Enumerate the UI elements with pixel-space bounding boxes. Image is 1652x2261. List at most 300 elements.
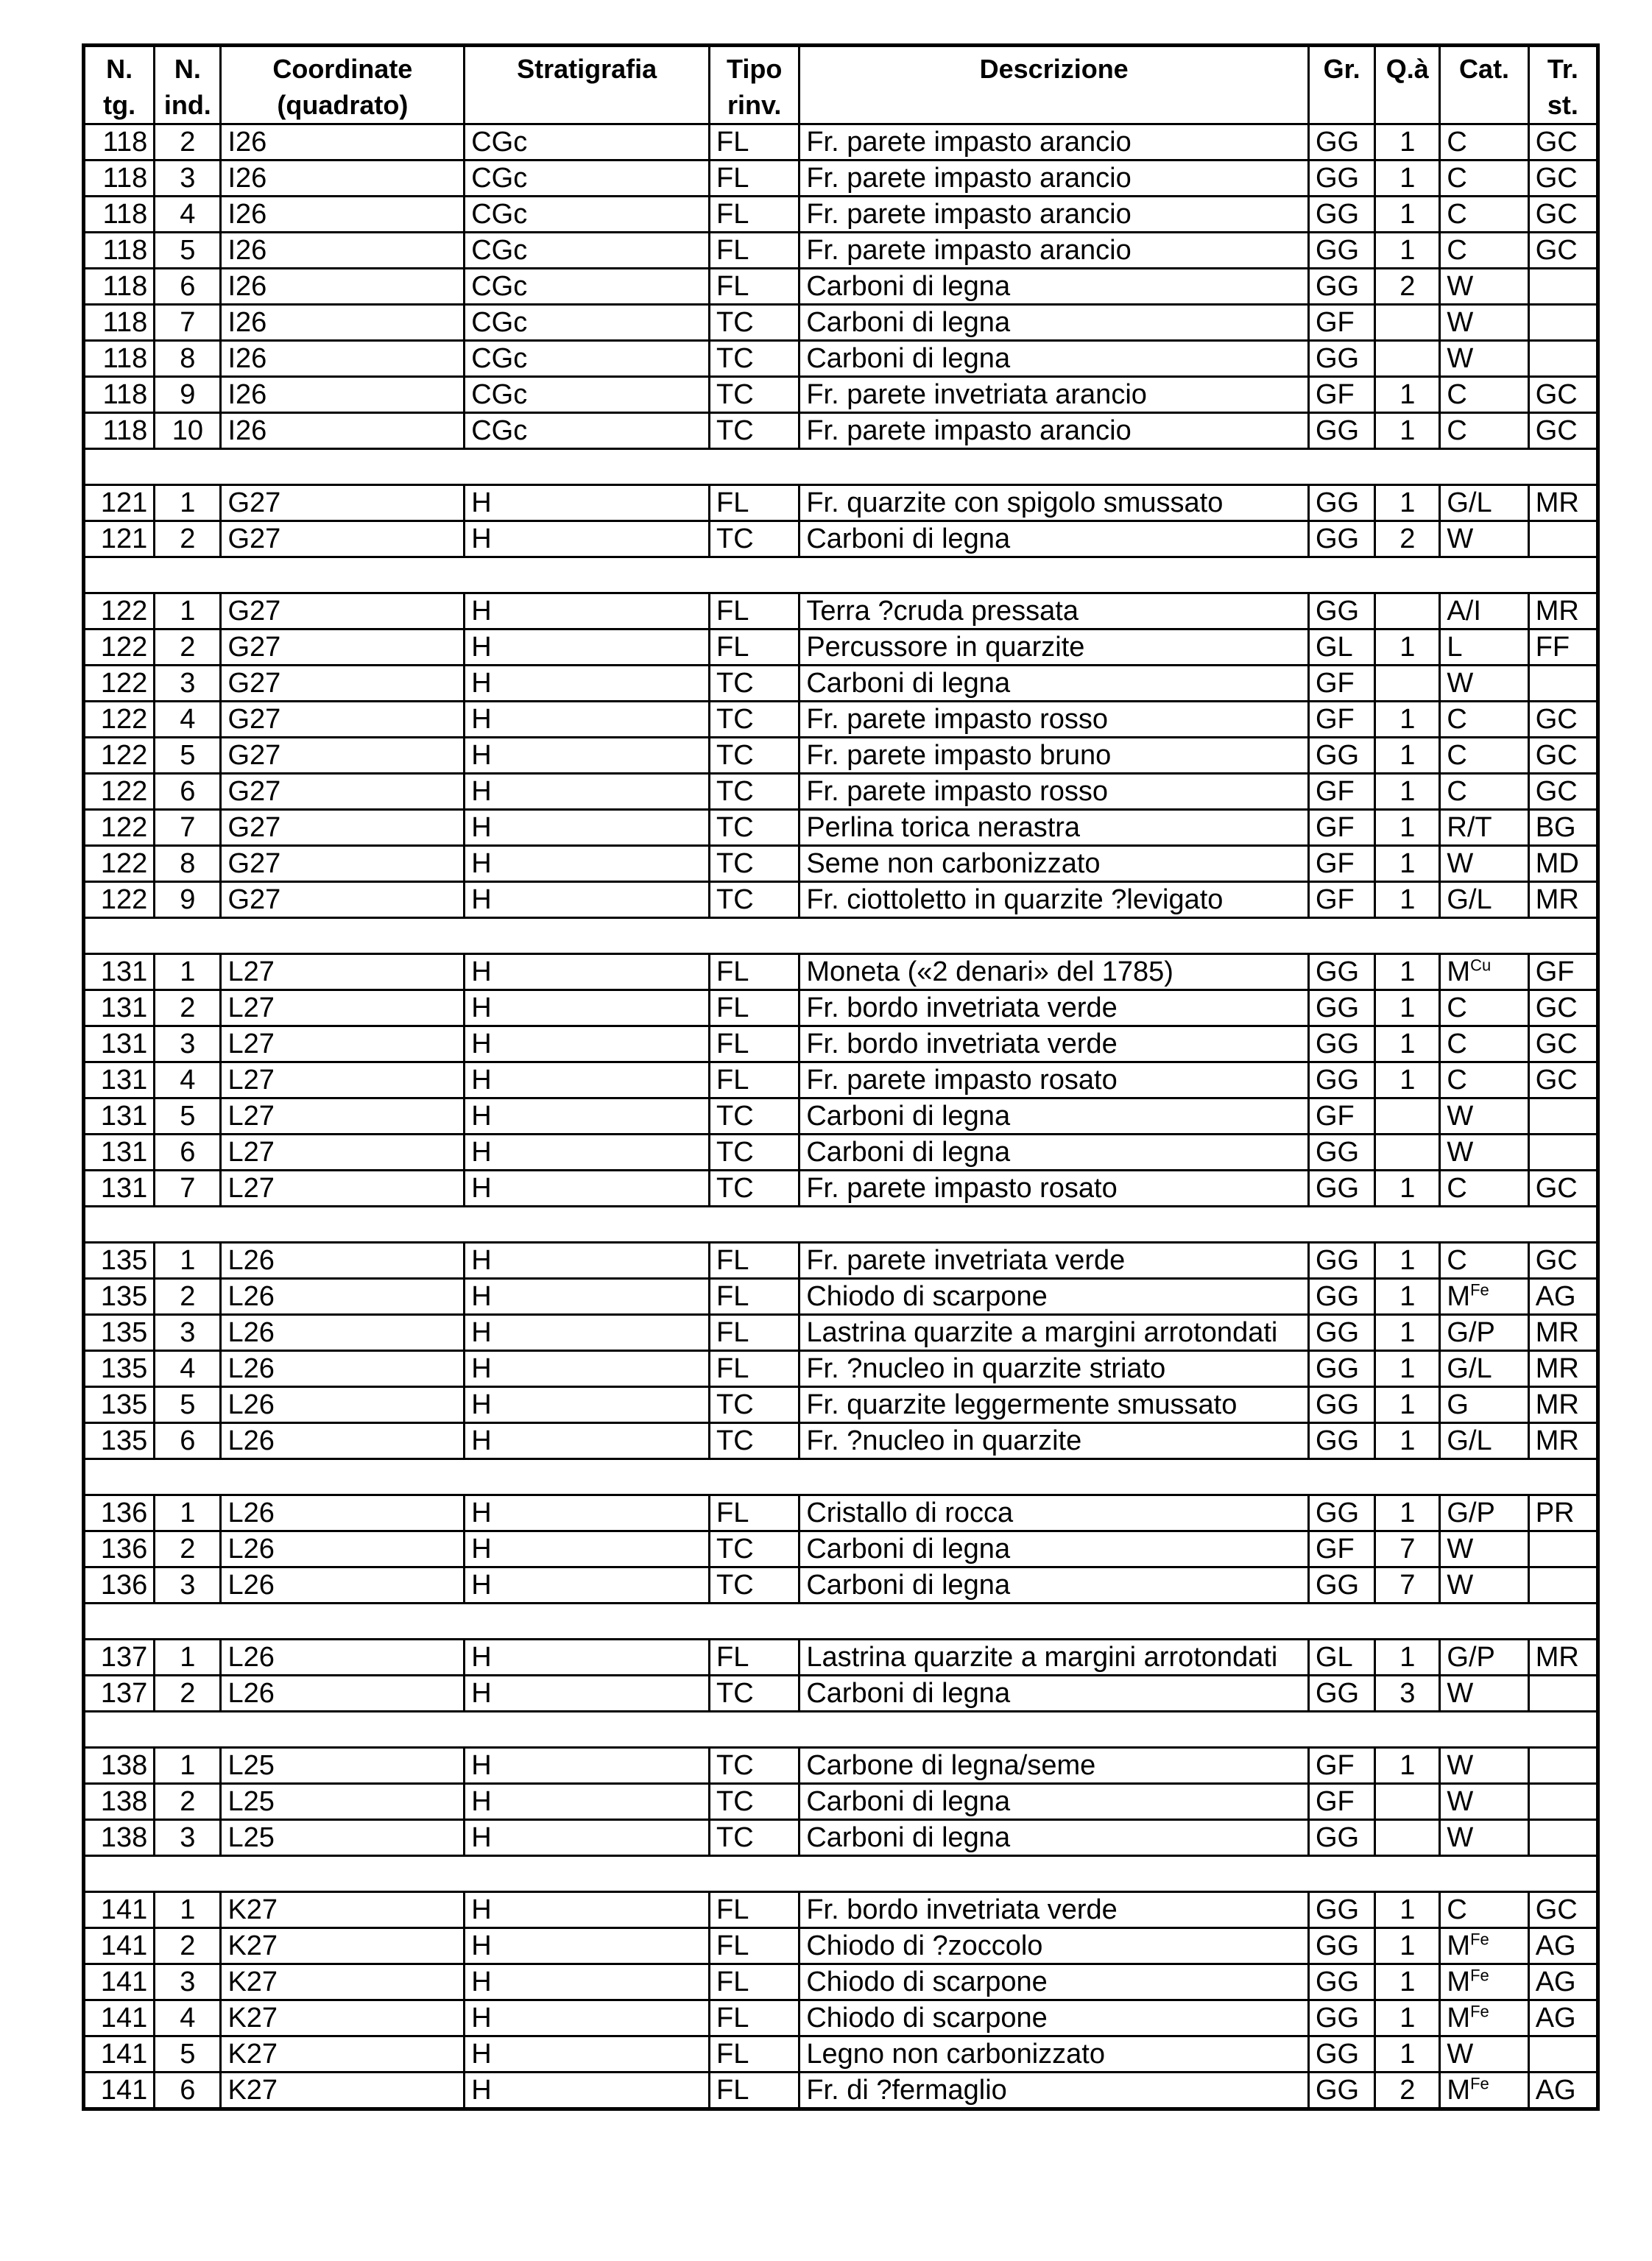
cell-stratigrafia: CGc <box>465 305 710 341</box>
cell-tr: GC <box>1528 738 1598 774</box>
cell-cat <box>1440 2036 1528 2073</box>
separator-cell <box>84 1604 1598 1640</box>
cell-tr <box>1528 1820 1598 1856</box>
cat-code: W <box>1447 1678 1474 1710</box>
cell-stratigrafia: H <box>465 1098 710 1135</box>
cell-tg: 131 <box>84 1062 155 1098</box>
cell-coordinate: G27 <box>221 521 465 557</box>
cell-ind: 1 <box>155 1495 221 1531</box>
cat-code: C <box>1447 415 1467 447</box>
table-row <box>84 377 1598 413</box>
group-separator-row <box>84 1712 1598 1748</box>
cell-cat <box>1440 1279 1528 1315</box>
material-superscript: Fe <box>1470 1280 1489 1299</box>
cell-tg: 136 <box>84 1567 155 1604</box>
material-superscript: Fe <box>1470 1966 1489 1985</box>
table-row <box>84 629 1598 666</box>
table-row <box>84 810 1598 846</box>
cell-coordinate: L26 <box>221 1423 465 1459</box>
cell-cat <box>1440 341 1528 377</box>
cell-qta: 7 <box>1375 1531 1440 1567</box>
cat-code: W <box>1447 668 1474 699</box>
cell-ind: 2 <box>155 521 221 557</box>
cell-coordinate: G27 <box>221 774 465 810</box>
cell-tipo: TC <box>710 666 799 702</box>
cell-ind: 1 <box>155 485 221 521</box>
cell-descrizione: Chiodo di scarpone <box>799 2000 1309 2036</box>
cell-stratigrafia: H <box>465 774 710 810</box>
cell-stratigrafia: H <box>465 1892 710 1928</box>
group-separator-row <box>84 1604 1598 1640</box>
cell-stratigrafia: H <box>465 1171 710 1207</box>
cell-coordinate: K27 <box>221 2073 465 2109</box>
cell-descrizione: Fr. parete impasto arancio <box>799 413 1309 449</box>
cat-code: W <box>1447 307 1474 339</box>
table-row <box>84 1495 1598 1531</box>
cell-stratigrafia: H <box>465 1567 710 1604</box>
cell-tr <box>1528 341 1598 377</box>
cell-tg: 137 <box>84 1676 155 1712</box>
cat-code: W <box>1447 1822 1474 1854</box>
cell-cat <box>1440 1135 1528 1171</box>
cell-coordinate: I26 <box>221 377 465 413</box>
cell-coordinate: I26 <box>221 341 465 377</box>
cell-tipo: TC <box>710 1784 799 1820</box>
table-row <box>84 1748 1598 1784</box>
cat-code: W <box>1447 1534 1474 1565</box>
cell-qta: 1 <box>1375 1423 1440 1459</box>
separator-cell <box>84 1856 1598 1892</box>
cell-gr: GG <box>1309 485 1375 521</box>
cell-qta: 1 <box>1375 1387 1440 1423</box>
header-cat: Cat. <box>1440 46 1528 124</box>
cell-stratigrafia: H <box>465 1964 710 2000</box>
cell-tr <box>1528 1567 1598 1604</box>
separator-cell <box>84 1712 1598 1748</box>
cell-cat <box>1440 377 1528 413</box>
cell-qta: 1 <box>1375 1279 1440 1315</box>
cell-gr: GG <box>1309 1315 1375 1351</box>
cell-descrizione: Moneta («2 denari» del 1785) <box>799 954 1309 990</box>
cell-tg: 122 <box>84 666 155 702</box>
cell-cat <box>1440 1892 1528 1928</box>
cell-stratigrafia: H <box>465 738 710 774</box>
cat-code: G/L <box>1447 487 1492 519</box>
cell-gr: GG <box>1309 1062 1375 1098</box>
cell-tg: 118 <box>84 341 155 377</box>
table-row <box>84 1820 1598 1856</box>
cell-tg: 118 <box>84 161 155 197</box>
cell-tipo: FL <box>710 1279 799 1315</box>
cell-tipo: TC <box>710 846 799 882</box>
cell-tipo: TC <box>710 1531 799 1567</box>
cell-tipo: FL <box>710 1062 799 1098</box>
cell-descrizione: Terra ?cruda pressata <box>799 593 1309 629</box>
table-row <box>84 954 1598 990</box>
cell-coordinate: L26 <box>221 1567 465 1604</box>
cell-stratigrafia: H <box>465 810 710 846</box>
cell-tipo: TC <box>710 1098 799 1135</box>
cell-coordinate: G27 <box>221 666 465 702</box>
cell-descrizione: Carboni di legna <box>799 1567 1309 1604</box>
cell-cat <box>1440 1098 1528 1135</box>
table-row <box>84 593 1598 629</box>
header-qta: Q.à <box>1375 46 1440 124</box>
cell-qta: 1 <box>1375 738 1440 774</box>
cell-tipo: FL <box>710 485 799 521</box>
cat-code: W <box>1447 1750 1474 1782</box>
cell-tipo: TC <box>710 305 799 341</box>
cat-code: G/L <box>1447 884 1492 916</box>
cat-code: G/L <box>1447 1353 1492 1385</box>
cell-stratigrafia: H <box>465 666 710 702</box>
cell-descrizione: Carboni di legna <box>799 269 1309 305</box>
cell-gr: GG <box>1309 593 1375 629</box>
cell-gr: GG <box>1309 1279 1375 1315</box>
cell-stratigrafia: H <box>465 2073 710 2109</box>
cell-tipo: FL <box>710 1243 799 1279</box>
cell-tipo: TC <box>710 702 799 738</box>
cat-code: C <box>1447 740 1467 772</box>
cell-tipo: FL <box>710 197 799 233</box>
cell-ind: 3 <box>155 1567 221 1604</box>
table-row <box>84 1892 1598 1928</box>
table-row <box>84 1062 1598 1098</box>
cell-stratigrafia: H <box>465 1676 710 1712</box>
cell-descrizione: Chiodo di scarpone <box>799 1279 1309 1315</box>
cell-descrizione: Fr. ?nucleo in quarzite striato <box>799 1351 1309 1387</box>
cell-descrizione: Fr. parete impasto bruno <box>799 738 1309 774</box>
cell-coordinate: L26 <box>221 1279 465 1315</box>
cell-tipo: FL <box>710 954 799 990</box>
cat-code: M <box>1447 2075 1471 2106</box>
cat-code: W <box>1447 848 1474 880</box>
cell-tr <box>1528 1531 1598 1567</box>
cell-tr <box>1528 1135 1598 1171</box>
cell-qta: 2 <box>1375 521 1440 557</box>
cell-qta: 1 <box>1375 810 1440 846</box>
table-row <box>84 702 1598 738</box>
cell-qta: 1 <box>1375 233 1440 269</box>
cat-code: C <box>1447 1029 1467 1060</box>
cell-stratigrafia: H <box>465 846 710 882</box>
cat-code: C <box>1447 1894 1467 1926</box>
cat-code: C <box>1447 235 1467 267</box>
cell-tg: 135 <box>84 1315 155 1351</box>
cell-gr: GG <box>1309 1676 1375 1712</box>
cell-ind: 2 <box>155 990 221 1026</box>
cell-coordinate: L26 <box>221 1676 465 1712</box>
cell-qta: 1 <box>1375 1315 1440 1351</box>
table-row <box>84 521 1598 557</box>
cell-cat <box>1440 1640 1528 1676</box>
cell-stratigrafia: CGc <box>465 161 710 197</box>
cell-cat <box>1440 197 1528 233</box>
table-body <box>84 124 1598 2109</box>
cell-tg: 131 <box>84 1171 155 1207</box>
cell-qta: 1 <box>1375 1892 1440 1928</box>
cell-tr: AG <box>1528 2000 1598 2036</box>
table-row <box>84 1387 1598 1423</box>
cell-coordinate: L26 <box>221 1315 465 1351</box>
cell-stratigrafia: H <box>465 954 710 990</box>
cell-ind: 6 <box>155 1135 221 1171</box>
cell-tipo: TC <box>710 1676 799 1712</box>
cell-stratigrafia: H <box>465 1315 710 1351</box>
cell-gr: GG <box>1309 197 1375 233</box>
cell-gr: GG <box>1309 161 1375 197</box>
cell-stratigrafia: CGc <box>465 269 710 305</box>
cell-gr: GG <box>1309 1495 1375 1531</box>
cell-qta: 1 <box>1375 1495 1440 1531</box>
cell-tipo: FL <box>710 1640 799 1676</box>
cell-coordinate: L27 <box>221 1062 465 1098</box>
cell-gr: GF <box>1309 1531 1375 1567</box>
cat-code: C <box>1447 1065 1467 1096</box>
cell-descrizione: Fr. parete impasto arancio <box>799 197 1309 233</box>
cell-stratigrafia: CGc <box>465 233 710 269</box>
cell-cat <box>1440 1567 1528 1604</box>
table-row <box>84 1676 1598 1712</box>
cell-gr: GG <box>1309 521 1375 557</box>
cell-gr: GF <box>1309 846 1375 882</box>
cell-tr: GC <box>1528 702 1598 738</box>
cat-code: C <box>1447 704 1467 736</box>
cell-tipo: FL <box>710 1351 799 1387</box>
cat-code: W <box>1447 523 1474 555</box>
cell-cat <box>1440 2073 1528 2109</box>
cell-tg: 138 <box>84 1748 155 1784</box>
cell-tipo: FL <box>710 233 799 269</box>
cell-tipo: TC <box>710 1820 799 1856</box>
cell-qta: 1 <box>1375 197 1440 233</box>
header-tipo: Tipo rinv. <box>710 46 799 124</box>
cell-cat <box>1440 1026 1528 1062</box>
cell-descrizione: Carboni di legna <box>799 1820 1309 1856</box>
cell-descrizione: Fr. bordo invetriata verde <box>799 990 1309 1026</box>
cell-stratigrafia: CGc <box>465 413 710 449</box>
cat-code: L <box>1447 632 1463 663</box>
cell-gr: GF <box>1309 702 1375 738</box>
cell-stratigrafia: H <box>465 2000 710 2036</box>
material-superscript: Fe <box>1470 2002 1489 2021</box>
cell-cat <box>1440 1351 1528 1387</box>
cell-coordinate: I26 <box>221 305 465 341</box>
cell-stratigrafia: H <box>465 990 710 1026</box>
cell-coordinate: G27 <box>221 810 465 846</box>
cell-tr: GC <box>1528 413 1598 449</box>
cell-tr: GC <box>1528 774 1598 810</box>
cell-tg: 131 <box>84 954 155 990</box>
cell-ind: 4 <box>155 702 221 738</box>
cell-tipo: TC <box>710 738 799 774</box>
table-row <box>84 2036 1598 2073</box>
cat-code: M <box>1447 2003 1471 2034</box>
cell-stratigrafia: H <box>465 1640 710 1676</box>
cell-ind: 8 <box>155 846 221 882</box>
cell-cat <box>1440 846 1528 882</box>
table-row <box>84 1567 1598 1604</box>
table-row <box>84 197 1598 233</box>
cell-ind: 3 <box>155 161 221 197</box>
cell-tr: AG <box>1528 1964 1598 2000</box>
cell-gr: GG <box>1309 1423 1375 1459</box>
cell-tipo: TC <box>710 1171 799 1207</box>
cell-cat <box>1440 1243 1528 1279</box>
header-descrizione: Descrizione <box>799 46 1309 124</box>
cell-tipo: FL <box>710 2000 799 2036</box>
cell-ind: 6 <box>155 2073 221 2109</box>
cell-tg: 121 <box>84 521 155 557</box>
cell-qta: 7 <box>1375 1567 1440 1604</box>
cat-code: C <box>1447 1173 1467 1204</box>
cell-ind: 9 <box>155 882 221 918</box>
cell-descrizione: Fr. di ?fermaglio <box>799 2073 1309 2109</box>
cell-stratigrafia: H <box>465 485 710 521</box>
table-row <box>84 1135 1598 1171</box>
cat-code: C <box>1447 163 1467 194</box>
cell-coordinate: L26 <box>221 1640 465 1676</box>
table-row <box>84 1640 1598 1676</box>
cell-stratigrafia: CGc <box>465 197 710 233</box>
cell-ind: 3 <box>155 1964 221 2000</box>
cell-qta: 1 <box>1375 2000 1440 2036</box>
cell-coordinate: L26 <box>221 1387 465 1423</box>
table-row <box>84 161 1598 197</box>
cat-code: W <box>1447 1137 1474 1168</box>
cell-tg: 135 <box>84 1423 155 1459</box>
table-row <box>84 1531 1598 1567</box>
cell-coordinate: G27 <box>221 485 465 521</box>
cell-qta: 1 <box>1375 1351 1440 1387</box>
cell-cat <box>1440 485 1528 521</box>
cell-cat <box>1440 1171 1528 1207</box>
cell-gr: GF <box>1309 1784 1375 1820</box>
table-row <box>84 990 1598 1026</box>
cell-tg: 122 <box>84 738 155 774</box>
cell-qta: 1 <box>1375 124 1440 161</box>
cell-tr: MD <box>1528 846 1598 882</box>
cell-tg: 131 <box>84 1098 155 1135</box>
cell-gr: GG <box>1309 1964 1375 2000</box>
header-stratigrafia: Stratigrafia <box>465 46 710 124</box>
cell-coordinate: I26 <box>221 233 465 269</box>
cell-coordinate: K27 <box>221 1892 465 1928</box>
cell-stratigrafia: H <box>465 2036 710 2073</box>
cell-gr: GG <box>1309 738 1375 774</box>
cell-descrizione: Chiodo di scarpone <box>799 1964 1309 2000</box>
cell-tr: MR <box>1528 1387 1598 1423</box>
cat-code: G/P <box>1447 1498 1495 1529</box>
cell-stratigrafia: CGc <box>465 124 710 161</box>
cell-tipo: FL <box>710 593 799 629</box>
cell-coordinate: K27 <box>221 2036 465 2073</box>
cell-descrizione: Fr. parete impasto arancio <box>799 124 1309 161</box>
table-row <box>84 1098 1598 1135</box>
cell-descrizione: Chiodo di ?zoccolo <box>799 1928 1309 1964</box>
cell-cat <box>1440 990 1528 1026</box>
cell-qta: 1 <box>1375 1928 1440 1964</box>
cell-cat <box>1440 124 1528 161</box>
cell-stratigrafia: H <box>465 1423 710 1459</box>
cell-gr: GG <box>1309 1892 1375 1928</box>
table-row <box>84 846 1598 882</box>
cell-tipo: FL <box>710 1892 799 1928</box>
cell-coordinate: K27 <box>221 2000 465 2036</box>
cell-tr: GC <box>1528 990 1598 1026</box>
table-row <box>84 413 1598 449</box>
separator-cell <box>84 1207 1598 1243</box>
cell-cat <box>1440 738 1528 774</box>
cell-tr: MR <box>1528 882 1598 918</box>
cell-ind: 2 <box>155 124 221 161</box>
cell-tr: GC <box>1528 233 1598 269</box>
cell-stratigrafia: H <box>465 702 710 738</box>
cell-qta: 1 <box>1375 774 1440 810</box>
cell-stratigrafia: H <box>465 1495 710 1531</box>
cell-gr: GG <box>1309 1820 1375 1856</box>
cell-stratigrafia: H <box>465 593 710 629</box>
table-row <box>84 341 1598 377</box>
cell-ind: 7 <box>155 305 221 341</box>
cell-cat <box>1440 1928 1528 1964</box>
cell-coordinate: L27 <box>221 1026 465 1062</box>
cell-ind: 2 <box>155 1784 221 1820</box>
cell-gr: GG <box>1309 1928 1375 1964</box>
cell-ind: 3 <box>155 1026 221 1062</box>
cell-cat <box>1440 1531 1528 1567</box>
cell-tg: 141 <box>84 2073 155 2109</box>
cell-coordinate: I26 <box>221 161 465 197</box>
table-row <box>84 124 1598 161</box>
cell-tg: 141 <box>84 1928 155 1964</box>
cell-descrizione: Fr. quarzite leggermente smussato <box>799 1387 1309 1423</box>
cell-tg: 118 <box>84 305 155 341</box>
cell-ind: 1 <box>155 954 221 990</box>
table-row <box>84 485 1598 521</box>
cell-cat <box>1440 1964 1528 2000</box>
cell-tr: GC <box>1528 1171 1598 1207</box>
cell-descrizione: Legno non carbonizzato <box>799 2036 1309 2073</box>
table-row <box>84 738 1598 774</box>
table-row <box>84 2000 1598 2036</box>
cell-descrizione: Fr. parete impasto arancio <box>799 161 1309 197</box>
table-row <box>84 1026 1598 1062</box>
cell-tr: MR <box>1528 593 1598 629</box>
cell-tg: 121 <box>84 485 155 521</box>
cell-tipo: FL <box>710 269 799 305</box>
cell-descrizione: Carboni di legna <box>799 341 1309 377</box>
cell-tr <box>1528 305 1598 341</box>
cell-tg: 122 <box>84 846 155 882</box>
cell-ind: 1 <box>155 1892 221 1928</box>
cell-cat <box>1440 413 1528 449</box>
cat-code: M <box>1447 1930 1471 1962</box>
header-coordinate: Coordinate (quadrato) <box>221 46 465 124</box>
cell-tipo: TC <box>710 1423 799 1459</box>
cell-tr: FF <box>1528 629 1598 666</box>
cell-tr: AG <box>1528 1279 1598 1315</box>
cell-cat <box>1440 1784 1528 1820</box>
cell-cat <box>1440 269 1528 305</box>
cell-qta: 1 <box>1375 702 1440 738</box>
cell-tg: 141 <box>84 2036 155 2073</box>
cat-code: W <box>1447 1570 1474 1601</box>
cell-descrizione: Fr. quarzite con spigolo smussato <box>799 485 1309 521</box>
cell-qta: 1 <box>1375 377 1440 413</box>
cell-ind: 1 <box>155 1243 221 1279</box>
cell-coordinate: K27 <box>221 1964 465 2000</box>
